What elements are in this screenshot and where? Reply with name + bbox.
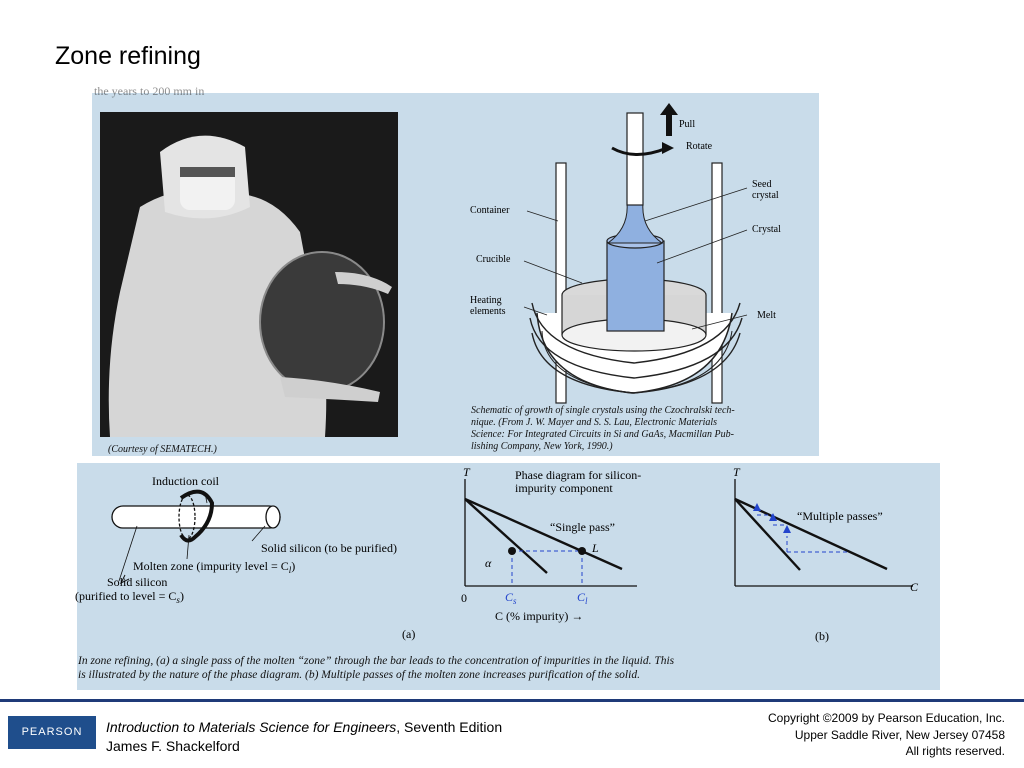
phase-title-line-1: Phase diagram for silicon-	[515, 468, 642, 482]
crucible-label: Crucible	[476, 254, 511, 265]
crystal-label: Crystal	[752, 224, 781, 235]
solid-silicon-label: Solid silicon	[107, 575, 168, 589]
b-solidus-line	[735, 499, 800, 570]
multiple-passes-label: “Multiple passes”	[797, 509, 883, 523]
copyright-block	[768, 710, 1005, 760]
top-header-text: the years to 200 mm in	[94, 84, 205, 98]
seed-label-1: Seed	[752, 179, 772, 190]
phase-title-line-2: impurity component	[515, 481, 613, 495]
induction-coil-label: Induction coil	[152, 474, 219, 488]
purified-level-label: (purified to level = $C_s$)	[75, 589, 184, 605]
b-t-label: T	[733, 465, 740, 479]
melt-label: Melt	[757, 310, 776, 321]
silicon-bar	[112, 506, 280, 528]
book-author: James F. Shackelford	[106, 738, 240, 754]
book-citation	[106, 718, 502, 756]
cs-label: $C_s$	[505, 590, 517, 606]
container-label: Container	[470, 205, 510, 216]
alpha-label: α	[485, 556, 492, 570]
top-caption-line-4: lishing Company, New York, 1990.)	[471, 441, 613, 452]
top-caption-line-2: nique. (From J. W. Mayer and S. S. Lau, Electronic Materials	[471, 417, 718, 428]
molten-zone-label: Molten zone (impurity level = $C_l$)	[133, 559, 296, 575]
phase-x-axis-label: C (% impurity) →	[495, 609, 584, 623]
copyright-line-3: All rights reserved.	[905, 744, 1005, 758]
pearson-logo	[8, 716, 96, 749]
footer-divider	[0, 699, 1024, 702]
b-c-label: C	[910, 580, 919, 594]
rotate-label: Rotate	[686, 141, 713, 152]
cl-point	[578, 547, 586, 555]
pull-shaft	[627, 113, 643, 205]
czochralski-schematic	[92, 93, 819, 456]
cl-label: $C_l$	[577, 590, 588, 606]
top-caption-line-1: Schematic of growth of single crystals using the Czochralski tech-	[471, 405, 735, 416]
single-pass-label: “Single pass”	[550, 520, 615, 534]
pull-label: Pull	[679, 119, 696, 130]
crystal	[607, 241, 664, 331]
pull-arrow-icon	[660, 103, 678, 136]
logo-text: PEARSON	[21, 726, 83, 738]
heating-label-1: Heating	[470, 295, 502, 306]
copyright-line-2: Upper Saddle River, New Jersey 07458	[794, 727, 1005, 742]
origin-label: 0	[461, 591, 467, 605]
photo-credit: (Courtesy of SEMATECH.)	[108, 444, 217, 455]
top-caption-line-3: Science: For Integrated Circuits in Si and GaAs, Macmillan Pub-	[471, 429, 734, 440]
purification-arrow-icon	[783, 525, 791, 533]
phase-t-label: T	[463, 465, 470, 479]
solidus-line	[465, 499, 547, 573]
book-edition: , Seventh Edition	[396, 719, 503, 735]
silicon-bar-diagram	[75, 474, 397, 605]
bottom-caption-line-1: In zone refining, (a) a single pass of the molten “zone” through the bar leads to the concentration of impurities in the liquid. This	[78, 655, 675, 667]
czochralski-figure	[92, 84, 819, 456]
panel-a-label: (a)	[402, 627, 416, 641]
copyright-line-1: Copyright ©2009 by Pearson Education, Inc.	[768, 711, 1005, 725]
zone-refining-figure	[77, 463, 940, 690]
slide-title: Zone refining	[55, 42, 201, 70]
single-pass-phase-diagram	[402, 465, 641, 641]
solid-silicon-purified-label: Solid silicon (to be purified)	[261, 541, 397, 555]
heating-label-2: elements	[470, 306, 506, 317]
panel-b-label: (b)	[815, 629, 829, 643]
l-label: L	[592, 541, 599, 555]
cs-point	[508, 547, 516, 555]
multiple-passes-phase-diagram	[733, 465, 919, 643]
book-title: Introduction to Materials Science for Engineers	[106, 719, 397, 735]
seed-label-2: crystal	[752, 190, 779, 201]
book-title-line	[106, 718, 502, 737]
bottom-caption-line-2: is illustrated by the nature of the phase diagram. (b) Multiple passes of the molten zone increases purification of the solid.	[78, 669, 640, 681]
